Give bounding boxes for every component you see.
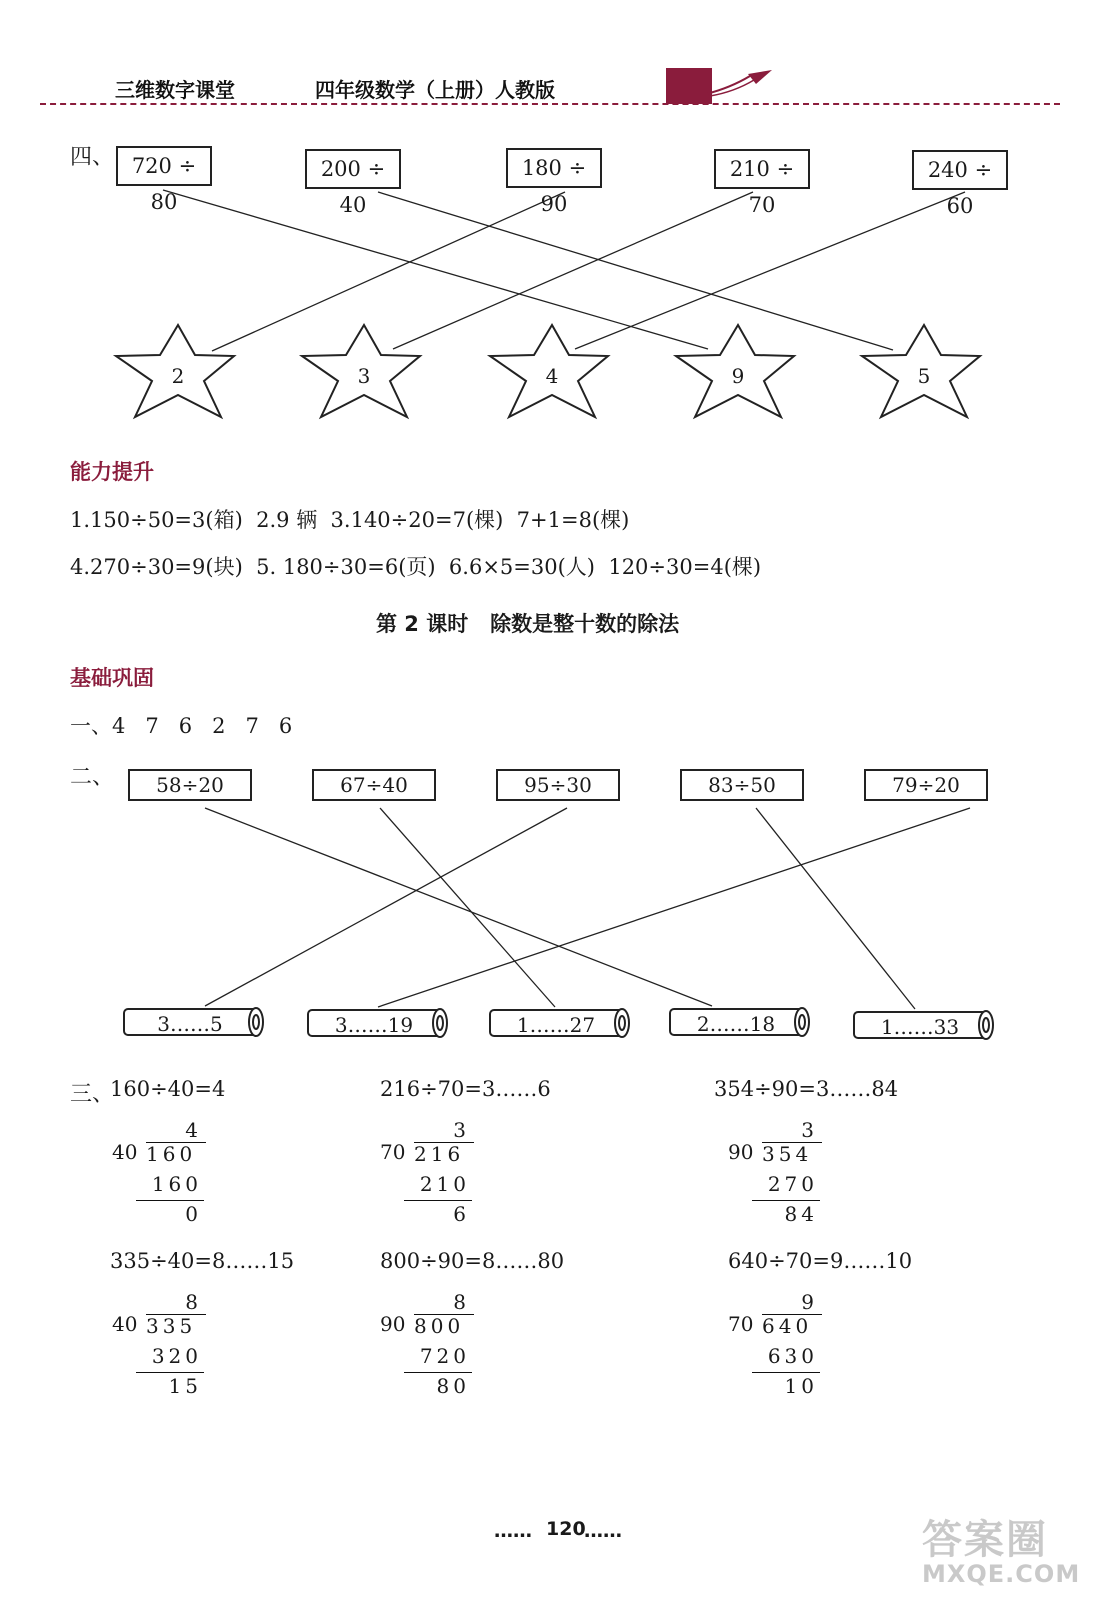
equation-4: 335÷40=8……15 [110, 1249, 295, 1273]
page-number: 120 [546, 1518, 586, 1540]
ability-answers-line-2: 4.270÷30=9(块) 5. 180÷30=6(页) 6.6×5=30(人) 120÷30=4(棵) [70, 555, 762, 579]
ld1-rule [136, 1200, 204, 1201]
ld3-quotient: 3 [801, 1118, 814, 1142]
ld2-product: 210 [419, 1172, 470, 1196]
scroll-label-2: 3……19 [334, 1013, 414, 1037]
basic-section-title: 基础巩固 [70, 666, 154, 690]
ld1-dividend: 160 [146, 1142, 197, 1166]
ld4-remainder: 15 [168, 1374, 202, 1398]
ld3-divisor: 90 [728, 1140, 754, 1164]
ld3-product: 270 [767, 1172, 818, 1196]
ld4-product: 320 [151, 1344, 202, 1368]
scroll-label-5: 1……33 [880, 1015, 960, 1039]
q4-box-2: 200 ÷ 40 [305, 149, 401, 189]
match-line-200-40-to-5 [378, 192, 893, 350]
watermark-url: MXQE.COM [922, 1560, 1081, 1588]
ld1-remainder: 0 [185, 1202, 202, 1226]
match-line-720-80-to-9 [163, 190, 708, 349]
watermark-logo-text: 答案圈 [922, 1517, 1048, 1563]
ld2-dividend: 216 [414, 1142, 465, 1166]
ability-section-title: 能力提升 [70, 460, 154, 484]
equation-2: 216÷70=3……6 [380, 1077, 551, 1101]
match-line-95-30 [205, 808, 567, 1006]
star-label-3: 4 [545, 364, 559, 388]
page-number-dots-right: …… [584, 1520, 622, 1542]
basic-q1-answers: 一、4 7 6 2 7 6 [70, 714, 293, 738]
ld5-product: 720 [419, 1344, 470, 1368]
ld2-quotient: 3 [453, 1118, 466, 1142]
question-2-label: 二、 [70, 765, 115, 790]
ld4-dividend: 335 [146, 1314, 197, 1338]
q4-box-5: 240 ÷ 60 [912, 150, 1008, 190]
ld4-divisor: 40 [112, 1312, 138, 1336]
equation-6: 640÷70=9……10 [728, 1249, 913, 1273]
ld1-quotient: 4 [185, 1118, 198, 1142]
ld5-remainder: 80 [436, 1374, 470, 1398]
equation-1: 160÷40=4 [110, 1077, 226, 1101]
ld2-remainder: 6 [453, 1202, 470, 1226]
star-label-1: 2 [171, 364, 185, 388]
scroll-label-3: 1……27 [516, 1013, 596, 1037]
star-label-5: 5 [917, 364, 931, 388]
ld2-divisor: 70 [380, 1140, 406, 1164]
ld6-remainder: 10 [784, 1374, 818, 1398]
ld5-divisor: 90 [380, 1312, 406, 1336]
book-subject-title: 四年级数学（上册）人教版 [315, 78, 555, 102]
star-label-2: 3 [357, 364, 371, 388]
q2-box-3: 95÷30 [496, 769, 620, 801]
match-line-58-20 [205, 808, 712, 1006]
ld3-dividend: 354 [762, 1142, 813, 1166]
q2-box-1: 58÷20 [128, 769, 252, 801]
ld1-product: 160 [151, 1172, 202, 1196]
star-label-4: 9 [731, 364, 745, 388]
ld6-product: 630 [767, 1344, 818, 1368]
ld4-quotient: 8 [185, 1290, 198, 1314]
ld4-rule [136, 1372, 204, 1373]
lesson-title: 第 2 课时 除数是整十数的除法 [376, 612, 680, 636]
ld2-rule [404, 1200, 472, 1201]
match-line-180-90-to-2 [212, 192, 565, 351]
page-number-dots-left: …… [494, 1520, 532, 1542]
ld5-dividend: 800 [414, 1314, 465, 1338]
match-line-210-70-to-3 [393, 192, 753, 349]
q2-box-5: 79÷20 [864, 769, 988, 801]
ld6-quotient: 9 [801, 1290, 814, 1314]
book-series-title: 三维数字课堂 [115, 78, 235, 102]
ld6-dividend: 640 [762, 1314, 813, 1338]
ld3-remainder: 84 [784, 1202, 818, 1226]
q4-box-4: 210 ÷ 70 [714, 149, 810, 189]
question-4-label: 四、 [70, 145, 115, 170]
scroll-label-1: 3……5 [157, 1012, 223, 1036]
question-3-label: 三、 [70, 1082, 115, 1107]
scroll-label-4: 2……18 [696, 1012, 776, 1036]
equation-5: 800÷90=8……80 [380, 1249, 565, 1273]
match-line-83-50 [756, 808, 915, 1009]
ld6-rule [752, 1372, 820, 1373]
q2-box-4: 83÷50 [680, 769, 804, 801]
ld5-quotient: 8 [453, 1290, 466, 1314]
q2-box-2: 67÷40 [312, 769, 436, 801]
q4-box-3: 180 ÷ 90 [506, 148, 602, 188]
equation-3: 354÷90=3……84 [714, 1077, 899, 1101]
ld6-divisor: 70 [728, 1312, 754, 1336]
q4-box-1: 720 ÷ 80 [116, 146, 212, 186]
ld1-divisor: 40 [112, 1140, 138, 1164]
ld3-rule [752, 1200, 820, 1201]
ability-answers-line-1: 1.150÷50=3(箱) 2.9 辆 3.140÷20=7(棵) 7+1=8(棵) [70, 508, 630, 532]
ld5-rule [404, 1372, 472, 1373]
q2-match-lines [0, 780, 1098, 1050]
